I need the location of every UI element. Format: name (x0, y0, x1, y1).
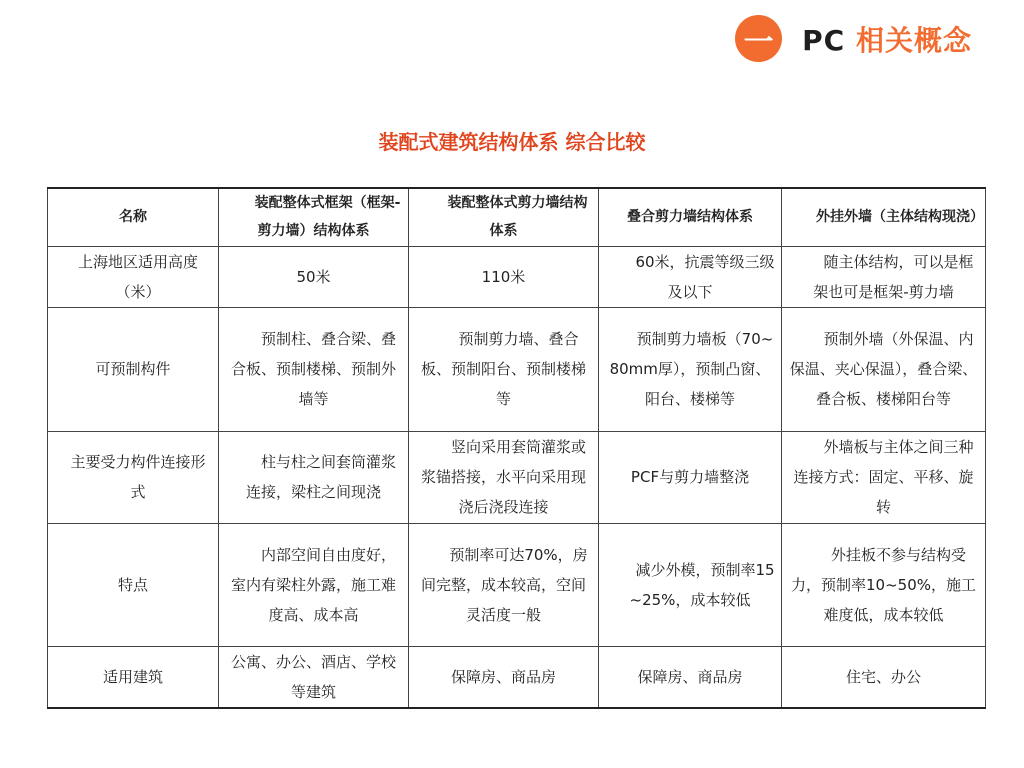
table-cell: 竖向采用套筒灌浆或浆锚搭接，水平向采用现浇后浇段连接 (409, 431, 599, 523)
table-cell: 110米 (409, 246, 599, 307)
table-cell: 内部空间自由度好，室内有梁柱外露，施工难度高、成本高 (219, 523, 409, 646)
section-title-text: 相关概念 (855, 23, 972, 57)
table-cell: 50米 (219, 246, 409, 307)
header-composite-wall-system: 叠合剪力墙结构体系 (599, 188, 782, 246)
table-title: 装配式建筑结构体系 综合比较 (378, 130, 646, 154)
table-row (48, 646, 986, 708)
table-cell: 柱与柱之间套筒灌浆连接，梁柱之间现浇 (219, 431, 409, 523)
table-cell: 预制外墙（外保温、内保温、夹心保温），叠合梁、叠合板、楼梯阳台等 (782, 307, 986, 431)
row-label: 上海地区适用高度（米） (48, 246, 219, 307)
section-title (802, 19, 972, 59)
table-row (48, 246, 986, 307)
row-label: 主要受力构件连接形式 (48, 431, 219, 523)
table-row (48, 431, 986, 523)
table-cell: 预制剪力墙、叠合板、预制阳台、预制楼梯等 (409, 307, 599, 431)
table-cell: 外挂板不参与结构受力，预制率10~50%，施工难度低，成本较低 (782, 523, 986, 646)
table-cell: 随主体结构，可以是框架也可是框架-剪力墙 (782, 246, 986, 307)
header-frame-system: 装配整体式框架（框架-剪力墙）结构体系 (219, 188, 409, 246)
table-cell: 预制剪力墙板（70~80mm厚），预制凸窗、阳台、楼梯等 (599, 307, 782, 431)
section-header (735, 15, 972, 62)
table-cell: 减少外模，预制率15~25%，成本较低 (599, 523, 782, 646)
table-row (48, 523, 986, 646)
section-title-prefix: PC (802, 23, 846, 57)
table-cell: 外墙板与主体之间三种连接方式：固定、平移、旋转 (782, 431, 986, 523)
table-cell: 保障房、商品房 (599, 646, 782, 708)
table-cell: 预制率可达70%，房间完整，成本较高，空间灵活度一般 (409, 523, 599, 646)
table-cell: 60米，抗震等级三级及以下 (599, 246, 782, 307)
table-cell: 住宅、办公 (782, 646, 986, 708)
comparison-table (47, 187, 986, 709)
row-label: 可预制构件 (48, 307, 219, 431)
row-label: 特点 (48, 523, 219, 646)
table-cell: 预制柱、叠合梁、叠合板、预制楼梯、预制外墙等 (219, 307, 409, 431)
row-label: 适用建筑 (48, 646, 219, 708)
table-cell: 公寓、办公、酒店、学校等建筑 (219, 646, 409, 708)
header-exterior-wall-system: 外挂外墙（主体结构现浇） (782, 188, 986, 246)
section-number-badge: 一 (735, 15, 782, 62)
header-shear-wall-system: 装配整体式剪力墙结构体系 (409, 188, 599, 246)
header-name: 名称 (48, 188, 219, 246)
table-cell: PCF与剪力墙整浇 (599, 431, 782, 523)
table-header-row (48, 188, 986, 246)
table-row (48, 307, 986, 431)
table-cell: 保障房、商品房 (409, 646, 599, 708)
